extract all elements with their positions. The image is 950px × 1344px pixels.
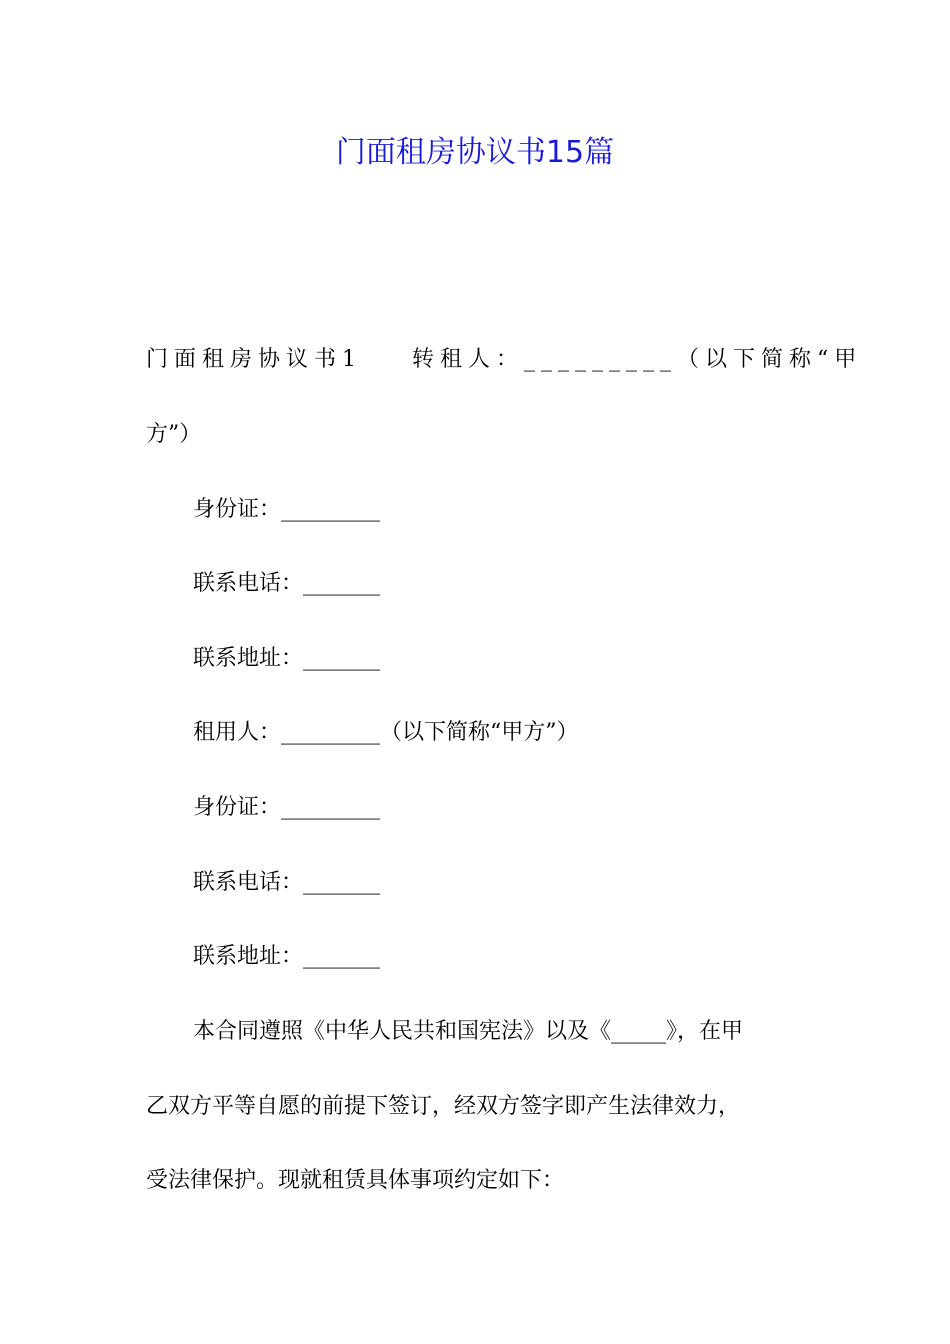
preamble-line-2: 乙双方平等自愿的前提下签订，经双方签字即产生法律效力， [146,1094,741,1119]
sublessor-id-field: 身份证：_________ [193,497,381,522]
agreement-number: 门面租房协议书1 [146,347,362,372]
preamble-line-3: 受法律保护。现就租赁具体事项约定如下： [146,1168,565,1193]
sublessor-field: 转租人：_________（以下简称“甲 [412,347,863,372]
party-a-suffix: 方”） [146,422,202,447]
lessee-id-field: 身份证：_________ [193,795,381,820]
lessee-address-field: 联系地址：_______ [193,944,381,969]
document-title: 门面租房协议书15篇 [335,135,615,170]
preamble-line-1: 本合同遵照《中华人民共和国宪法》以及《_____》，在甲 [193,1019,744,1044]
lessee-phone-field: 联系电话：_______ [193,870,381,895]
sublessor-phone-field: 联系电话：_______ [193,571,381,596]
sublessor-address-field: 联系地址：_______ [193,646,381,671]
lessee-field: 租用人：_________（以下简称“甲方”） [193,720,579,745]
agreement-heading-line [146,345,862,375]
